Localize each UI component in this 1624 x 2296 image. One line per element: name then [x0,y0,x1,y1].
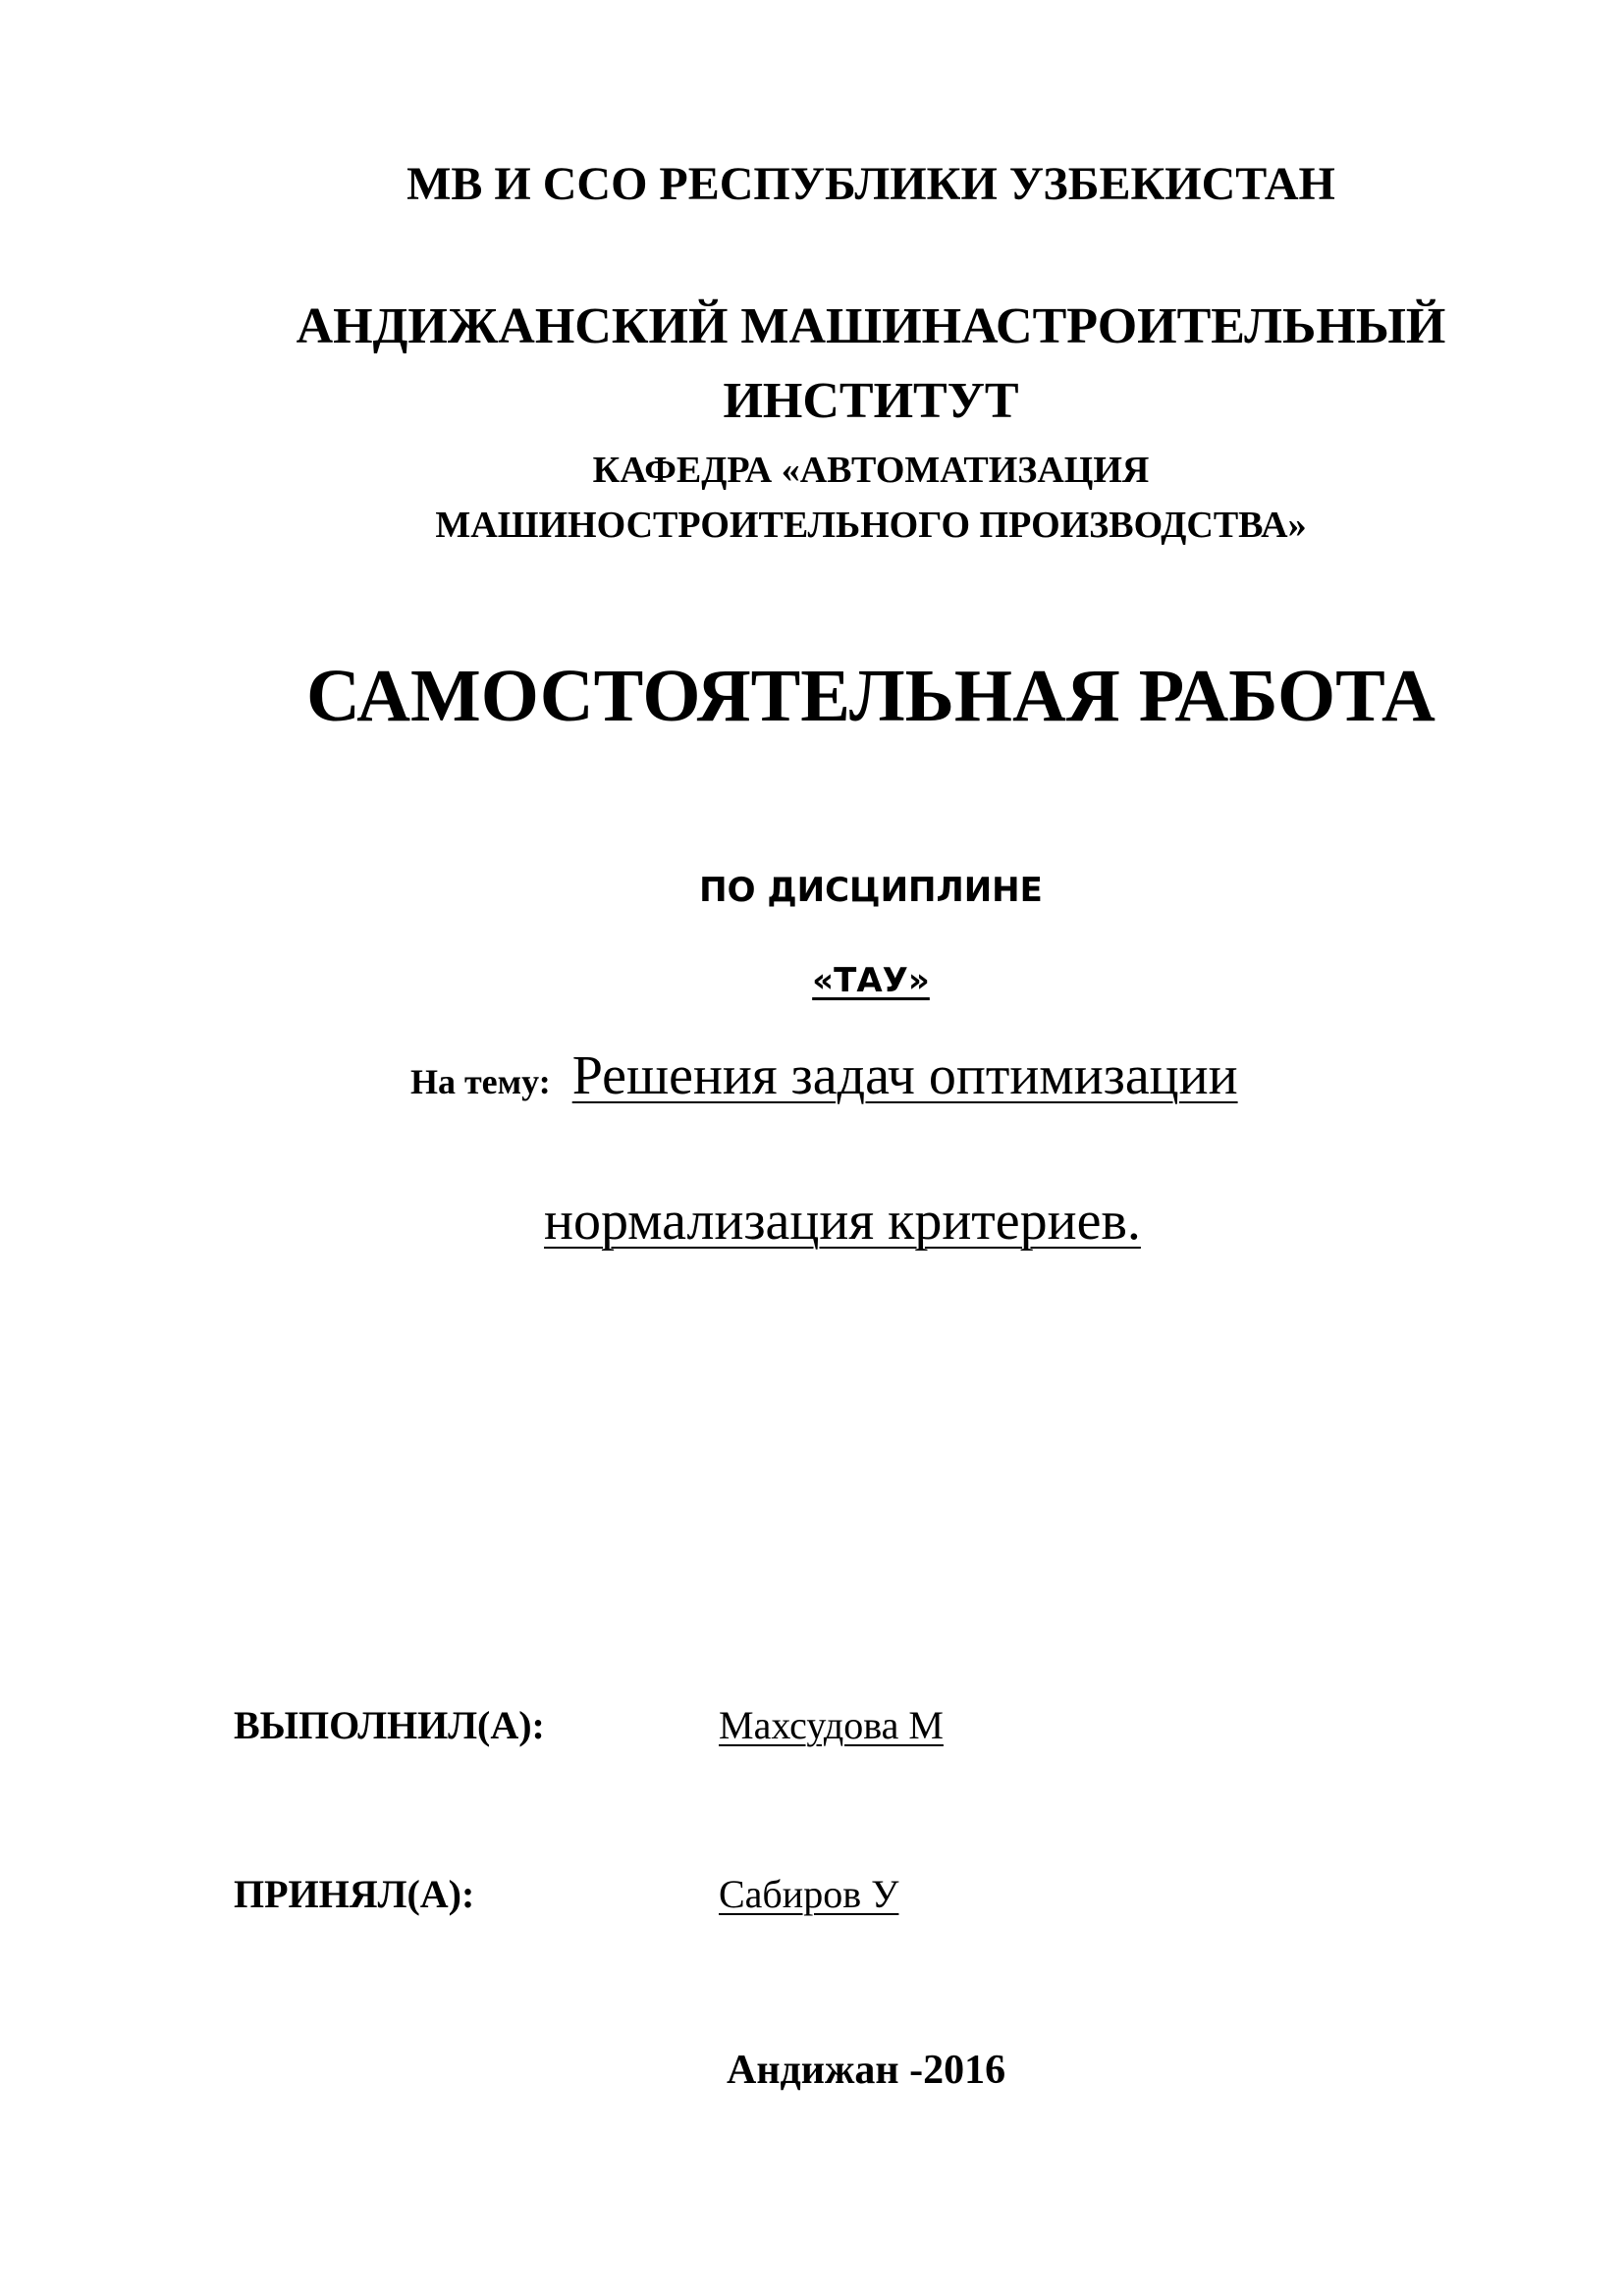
department-name-line-1: КАФЕДРА «АВТОМАТИЗАЦИЯ [592,450,1150,491]
performed-by-label: ВЫПОЛНИЛ(А): [234,1703,545,1747]
accepted-by-name: Сабиров У [719,1872,899,1916]
department-name-line-2: МАШИНОСТРОИТЕЛЬНОГО ПРОИЗВОДСТВА» [435,505,1307,546]
topic-line-2: нормализация критериев. [544,1191,1141,1252]
institute-name-line-1: АНДИЖАНСКИЙ МАШИНАСТРОИТЕЛЬНЫЙ [296,298,1446,354]
ministry-heading: МВ И ССО РЕСПУБЛИКИ УЗБЕКИСТАН [406,158,1335,210]
accepted-by-label: ПРИНЯЛ(А): [234,1872,475,1916]
topic-row [410,1046,1238,1111]
performed-by-name: Махсудова М [719,1703,944,1747]
discipline-name: «ТАУ» [812,961,930,1000]
institute-name-line-2: ИНСТИТУТ [723,373,1019,429]
city-and-year: Андижан -2016 [727,2048,1006,2093]
discipline-label: ПО ДИСЦИПЛИНЕ [699,871,1043,910]
topic-line-1: Решения задач оптимизации [571,1045,1238,1106]
work-type-title: САМОСТОЯТЕЛЬНАЯ РАБОТА [306,655,1435,737]
topic-label: На тему: [410,1062,551,1101]
